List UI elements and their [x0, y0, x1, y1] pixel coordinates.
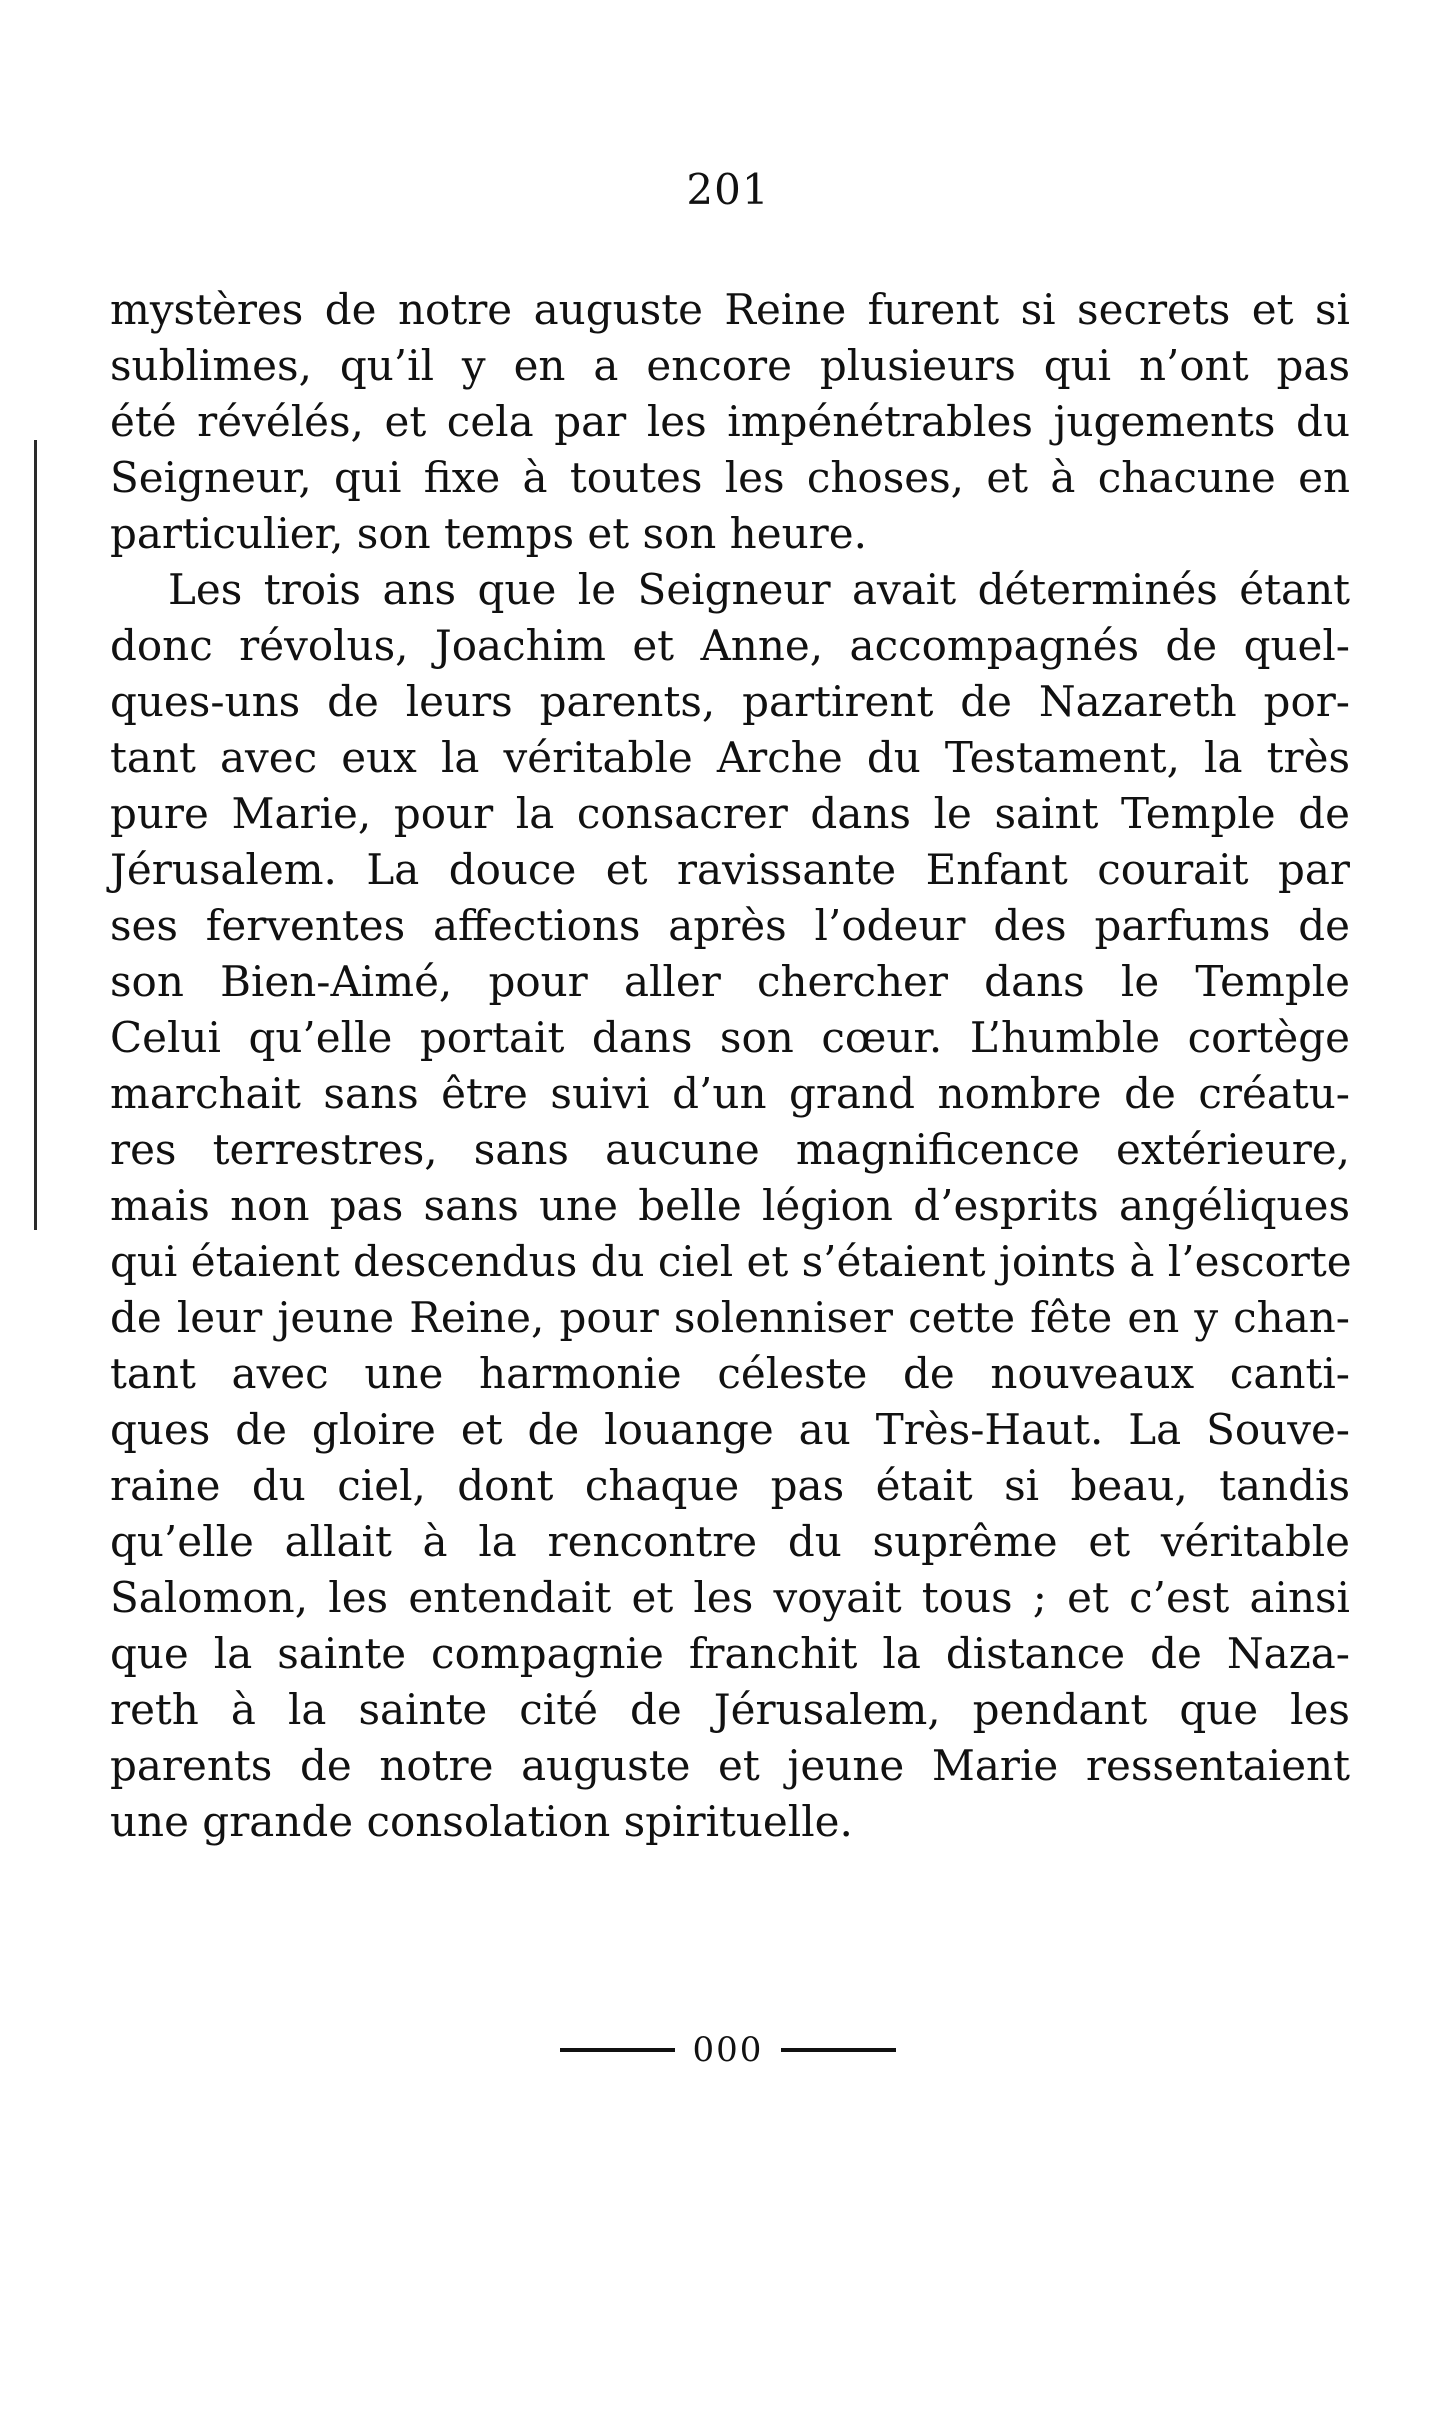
text-line: son Bien-Aimé, pour aller chercher dans le Temple [110, 957, 1350, 1006]
text-line: particulier, son temps et son heure. [110, 509, 867, 558]
section-separator [0, 2030, 1456, 2070]
text-line: reth à la sainte cité de Jérusalem, pendant que les [110, 1685, 1350, 1734]
text-line: raine du ciel, dont chaque pas était si beau, tandis [110, 1461, 1350, 1510]
separator-dash-left [560, 2048, 675, 2052]
text-line: res terrestres, sans aucune magnificence extérieure, [110, 1125, 1350, 1174]
text-line: pure Marie, pour la consacrer dans le saint Temple de [110, 789, 1350, 838]
text-line: marchait sans être suivi d’un grand nombre de créatu- [110, 1069, 1350, 1118]
text-line: sublimes, qu’il y en a encore plusieurs qui n’ont pas [110, 341, 1350, 390]
paragraph [110, 282, 1350, 562]
separator-dash-right [781, 2048, 896, 2052]
paragraph [110, 562, 1350, 1850]
text-line: ses ferventes affections après l’odeur des parfums de [110, 901, 1350, 950]
text-line: ques-uns de leurs parents, partirent de Nazareth por- [110, 677, 1350, 726]
text-line: Les trois ans que le Seigneur avait déterminés étant [168, 565, 1350, 614]
text-line: ques de gloire et de louange au Très-Haut. La Souve- [110, 1405, 1350, 1454]
text-line: été révélés, et cela par les impénétrables jugements du [110, 397, 1350, 446]
text-line: tant avec eux la véritable Arche du Testament, la très [110, 733, 1350, 782]
text-line: Seigneur, qui fixe à toutes les choses, et à chacune en [110, 453, 1350, 502]
text-line: une grande consolation spirituelle. [110, 1797, 853, 1846]
text-line: que la sainte compagnie franchit la distance de Naza- [110, 1629, 1350, 1678]
text-line: mystères de notre auguste Reine furent si secrets et si [110, 285, 1350, 334]
text-line: Jérusalem. La douce et ravissante Enfant courait par [110, 845, 1350, 894]
separator-text: 000 [692, 2030, 764, 2070]
text-line: Salomon, les entendait et les voyait tous ; et c’est ainsi [110, 1573, 1350, 1622]
text-line: mais non pas sans une belle légion d’esprits angéliques [110, 1181, 1350, 1230]
text-line: parents de notre auguste et jeune Marie ressentaient [110, 1741, 1350, 1790]
text-line: qui étaient descendus du ciel et s’étaient joints à l’escorte [110, 1237, 1352, 1286]
page-number: 201 [686, 165, 770, 214]
margin-mark [34, 440, 37, 1230]
text-line: qu’elle allait à la rencontre du suprême et véritable [110, 1517, 1350, 1566]
body-text [110, 282, 1350, 1850]
text-line: tant avec une harmonie céleste de nouveaux canti- [110, 1349, 1350, 1398]
text-line: donc révolus, Joachim et Anne, accompagnés de quel- [110, 621, 1350, 670]
text-line: Celui qu’elle portait dans son cœur. L’humble cortège [110, 1013, 1350, 1062]
text-line: de leur jeune Reine, pour solenniser cette fête en y chan- [110, 1293, 1350, 1342]
